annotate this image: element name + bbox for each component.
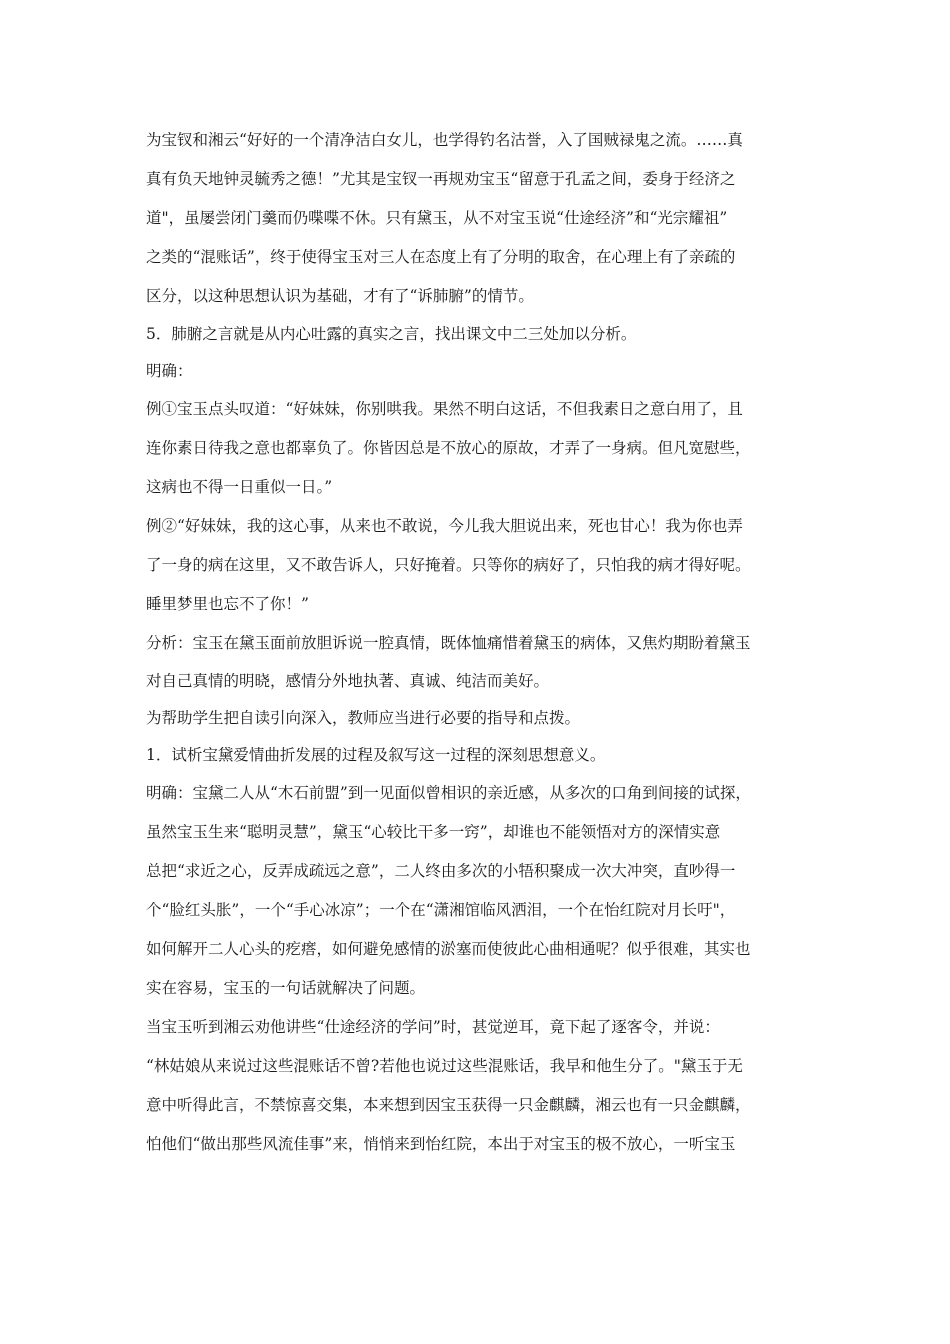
- text-line: 意中听得此言，不禁惊喜交集，本来想到因宝玉获得一只金麒麟，湘云也有一只金麒麟，: [146, 1096, 751, 1114]
- text-line: 总把“求近之心，反弄成疏远之意”，二人终由多次的小牾积聚成一次大冲突，直吵得一: [146, 862, 736, 880]
- question-line: 1．试析宝黛爱情曲折发展的过程及叙写这一过程的深刻思想意义。: [146, 746, 606, 764]
- text-line: 为宝钗和湘云“好好的一个清净洁白女儿，也学得钓名沽誉，入了国贼禄鬼之流。……真: [146, 131, 743, 149]
- text-line: 怕他们“做出那些风流佳事”来，悄悄来到怡红院，本出于对宝玉的极不放心，一听宝玉: [146, 1135, 736, 1153]
- answer-label: 明确：: [146, 362, 193, 380]
- text-line: 个“脸红头胀”，一个“手心冰凉”；一个在“潇湘馆临风洒泪，一个在怡红院对月长吁"，: [146, 901, 736, 919]
- text-line: 如何解开二人心头的疙瘩，如何避免感情的淤塞而使彼此心曲相通呢？似乎很难，其实也: [146, 940, 751, 958]
- text-line: 当宝玉听到湘云劝他讲些“仕途经济的学问”时，甚觉逆耳，竟下起了逐客令，并说：: [146, 1018, 720, 1036]
- text-line: 为帮助学生把自读引向深入，教师应当进行必要的指导和点拨。: [146, 709, 581, 727]
- example-line: 例②“好妹妹，我的这心事，从来也不敢说，今儿我大胆说出来，死也甘心！我为你也弄: [146, 517, 743, 535]
- text-line: 这病也不得一日重似一日。”: [146, 478, 333, 496]
- text-line: 区分，以这种思想认识为基础，才有了“诉肺腑”的情节。: [146, 287, 534, 305]
- analysis-line: 分析：宝玉在黛玉面前放胆诉说一腔真情，既体恤痛惜着黛玉的病体，又焦灼期盼着黛玉: [146, 634, 751, 652]
- text-line: 连你素日待我之意也都辜负了。你皆因总是不放心的原故，才弄了一身病。但凡宽慰些，: [146, 439, 751, 457]
- text-line: 道"，虽屡尝闭门羹而仍喋喋不休。只有黛玉，从不对宝玉说“仕途经济”和“光宗耀祖”: [146, 209, 728, 227]
- text-line: 真有负天地钟灵毓秀之德！”尤其是宝钗一再规劝宝玉“留意于孔孟之间，委身于经济之: [146, 170, 736, 188]
- answer-line: 明确：宝黛二人从“木石前盟”到一见面似曾相识的亲近感，从多次的口角到间接的试探，: [146, 784, 751, 802]
- question-line: 5．肺腑之言就是从内心吐露的真实之言，找出课文中二三处加以分析。: [146, 325, 637, 343]
- text-line: 对自己真情的明晓，感情分外地执著、真诚、纯洁而美好。: [146, 672, 550, 690]
- text-line: 睡里梦里也忘不了你！”: [146, 595, 309, 613]
- text-line: 之类的“混账话”，终于使得宝玉对三人在态度上有了分明的取舍，在心理上有了亲疏的: [146, 248, 736, 266]
- text-line: 实在容易，宝玉的一句话就解决了问题。: [146, 979, 426, 997]
- text-line: “林姑娘从来说过这些混账话不曾?若他也说过这些混账话，我早和他生分了。"黛玉于无: [146, 1057, 743, 1075]
- example-line: 例①宝玉点头叹道：“好妹妹，你别哄我。果然不明白这话，不但我素日之意白用了，且: [146, 400, 743, 418]
- body-text: [146, 121, 816, 1164]
- text-line: 虽然宝玉生来“聪明灵慧”，黛玉“心较比干多一窍”，却谁也不能领悟对方的深情实意: [146, 823, 721, 841]
- text-line: 了一身的病在这里，又不敢告诉人，只好掩着。只等你的病好了，只怕我的病才得好呢。: [146, 556, 751, 574]
